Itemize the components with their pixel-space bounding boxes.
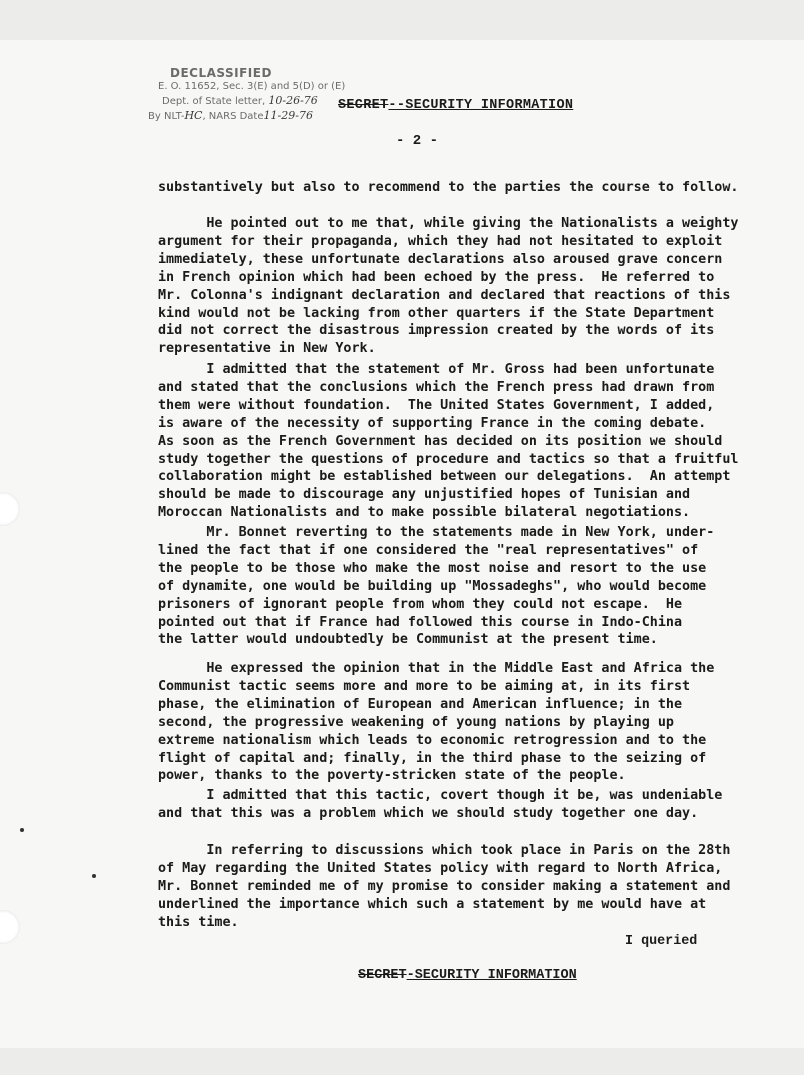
paragraph: I admitted that the statement of Mr. Gross had been unfortunate and stated that the conclusions which the French press had drawn from them were without foundation. The United States Government, I added, is aware of the necessity of supporting France in the coming debate. As soon as the French Government has decided on its position we should study together the questions of procedure and tactics so that a fruitful collaboration might be established between our delegations. An attempt should be made to discourage any unjustified hopes of Tunisian and Moroccan Nationalists and to make possible bilateral negotiations. (158, 362, 739, 521)
stamp-declassified: DECLASSIFIED (170, 66, 272, 80)
stamp-nars-handwriting: 11-29-76 (263, 109, 313, 122)
punch-hole (0, 492, 20, 526)
paragraph: substantively but also to recommend to the parties the course to follow. (158, 180, 739, 195)
stamp-dept-line (148, 94, 345, 109)
declassification-stamp (148, 66, 345, 124)
stamp-nlt-label: By NLT- (148, 111, 185, 122)
paragraph: Mr. Bonnet reverting to the statements made in New York, under- lined the fact that if one considered the "real representatives" of the people to be those who make the most noise and resort to the use of dynamite, one would be building up "Mossadeghs", who would become prisoners of ignorant people from whom they could not escape. He pointed out that if France had followed this course in Indo-China the latter would undoubtedly be Communist at the present time. (158, 525, 715, 648)
paragraph: He pointed out to me that, while giving the Nationalists a weighty argument for their propaganda, which they had not hesitated to exploit immediately, these unfortunate declarations also aroused grave concern in French opinion which had been echoed by the press. He referred to Mr. Colonna's indignant declaration and declared that reactions of this kind would not be lacking from other quarters if the State Department did not correct the disastrous impression created by the words of its representative in New York. (158, 216, 739, 357)
stamp-dept-label: Dept. of State letter, (162, 96, 266, 107)
punch-hole (0, 910, 20, 944)
paragraph: In referring to discussions which took place in Paris on the 28th of May regarding the United States policy with regard to North Africa, Mr. Bonnet reminded me of my promise to consider making a statement and underlined the importance which such a statement by me would have at this time. (158, 843, 731, 930)
footer-struck-word: SECRET (358, 968, 407, 983)
stamp-eo-line: E. O. 11652, Sec. 3(E) and 5(D) or (E) (158, 81, 346, 92)
stamp-nars-label: , NARS Date (202, 111, 264, 122)
classification-footer (358, 968, 577, 983)
scan-speck (20, 828, 24, 832)
continuation-text: I queried (625, 934, 698, 949)
scan-bottom-edge (0, 1048, 804, 1075)
stamp-dept-handwriting: 10-26-76 (268, 94, 318, 107)
header-security-text: --SECURITY INFORMATION (388, 98, 574, 113)
footer-security-text: -SECURITY INFORMATION (406, 968, 577, 983)
stamp-nlt-handwriting: HC (184, 109, 203, 122)
scan-top-edge (0, 0, 804, 40)
stamp-nars-line (148, 109, 345, 124)
paragraph: He expressed the opinion that in the Middle East and Africa the Communist tactic seems more and more to be aiming at, in its first phase, the elimination of European and American influence; in the second, the progressive weakening of young nations by playing up extreme nationalism which leads to economic retrogression and to the flight of capital and; finally, in the third phase to the seizing of power, thanks to the poverty-stricken state of the people. (158, 661, 715, 784)
paragraph: I admitted that this tactic, covert though it be, was undeniable and that this was a problem which we should study together one day. (158, 788, 723, 821)
scan-speck (92, 874, 96, 878)
header-struck-word: SECRET (338, 98, 389, 113)
classification-header (338, 98, 573, 113)
page-number: - 2 - (396, 133, 439, 149)
